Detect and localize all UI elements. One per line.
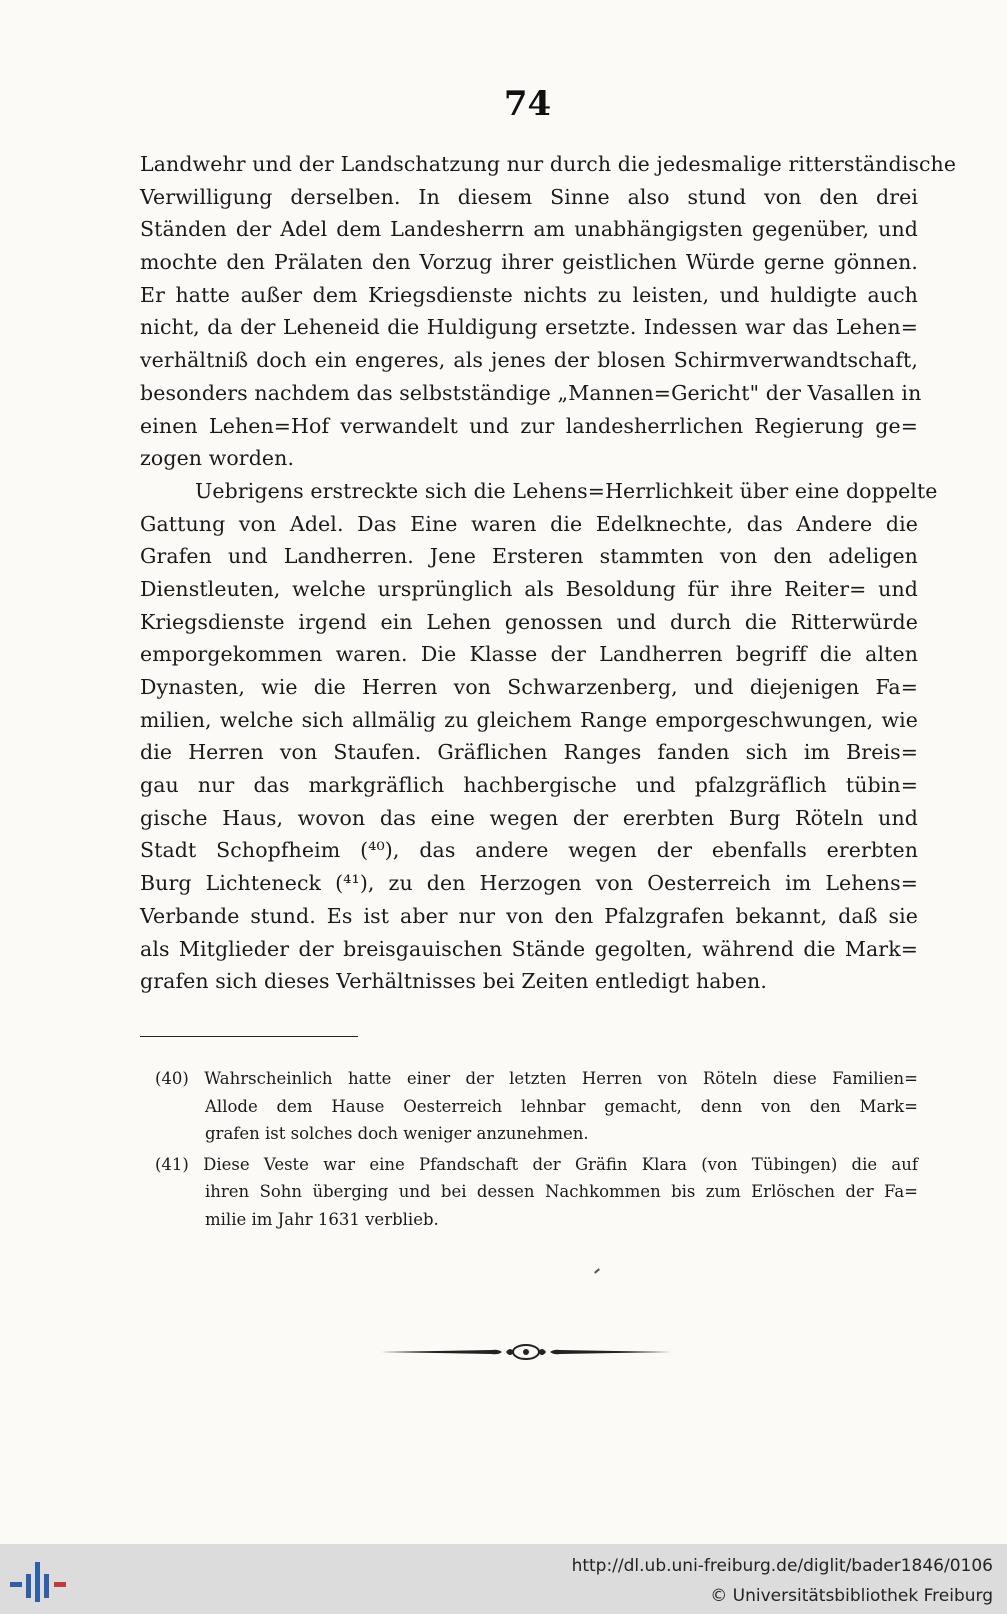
body-line: Verbande stund. Es ist aber nur von den Pfalzgrafen bekannt, daß sie	[140, 903, 918, 928]
body-line: Burg Lichteneck (⁴¹), zu den Herzogen von Oesterreich im Lehens=	[140, 871, 918, 896]
body-line: Er hatte außer dem Kriegsdienste nichts zu leisten, und huldigte auch	[140, 282, 918, 307]
body-line: Dynasten, wie die Herren von Schwarzenberg, und diejenigen Fa=	[140, 675, 918, 699]
body-line: einen Lehen=Hof verwandelt und zur landesherrlichen Regierung ge=	[140, 413, 918, 438]
footnote-line: (40) Wahrscheinlich hatte einer der letzten Herren von Röteln diese Familien=	[155, 1069, 918, 1088]
footnote-line: grafen ist solches doch weniger anzunehmen.	[205, 1124, 589, 1143]
body-line: Stadt Schopfheim (⁴⁰), das andere wegen der ebenfalls ererbten	[140, 838, 918, 863]
body-line: mochte den Prälaten den Vorzug ihrer geistlichen Würde gerne gönnen.	[140, 250, 918, 275]
body-line: Kriegsdienste irgend ein Lehen genossen und durch die Ritterwürde	[140, 609, 918, 634]
body-line: Uebrigens erstreckte sich die Lehens=Herrlichkeit über eine doppelte	[195, 478, 938, 503]
footnote-41	[155, 1151, 918, 1234]
ub-freiburg-logo-icon	[8, 1552, 68, 1608]
print-speck	[594, 1268, 600, 1273]
footnote-separator	[140, 1036, 358, 1037]
viewer-footer	[0, 1544, 1007, 1614]
end-ornament-icon	[380, 1343, 672, 1361]
footnote-line: (41) Diese Veste war eine Pfandschaft der Gräfin Klara (von Tübingen) die auf	[155, 1154, 918, 1174]
footnote-line: milie im Jahr 1631 verblieb.	[205, 1209, 439, 1229]
body-line: Dienstleuten, welche ursprünglich als Besoldung für ihre Reiter= und	[140, 576, 918, 601]
footnotes	[155, 1065, 918, 1233]
footnote-line: Allode dem Hause Oesterreich lehnbar gemacht, denn von den Mark=	[205, 1096, 918, 1116]
body-line: Gattung von Adel. Das Eine waren die Edelknechte, das Andere die	[140, 511, 918, 536]
body-line: Grafen und Landherren. Jene Ersteren stammten von den adeligen	[140, 544, 918, 569]
body-line: grafen sich dieses Verhältnisses bei Zeiten entledigt haben.	[140, 969, 767, 994]
source-url-link[interactable]: http://dl.ub.uni-freiburg.de/diglit/bader1846/0106	[571, 1556, 993, 1576]
body-line: Ständen der Adel dem Landesherrn am unabhängigsten gegenüber, und	[140, 217, 918, 242]
page-number: 74	[503, 84, 552, 124]
body-line: als Mitglieder der breisgauischen Stände gegolten, während die Mark=	[140, 936, 918, 961]
body-line: Landwehr und der Landschatzung nur durch die jedesmalige ritterständische	[140, 152, 957, 176]
body-line: gau nur das markgräflich hachbergische und pfalzgräflich tübin=	[140, 773, 918, 798]
body-line: nicht, da der Leheneid die Huldigung ersetzte. Indessen war das Lehen=	[140, 315, 918, 340]
body-line: zogen worden.	[140, 446, 295, 471]
body-line: besonders nachdem das selbstständige „Mannen=Gericht" der Vasallen in	[140, 380, 922, 405]
body-line: verhältniß doch ein engeres, als jenes der blosen Schirmverwandtschaft,	[140, 348, 918, 373]
footnote-line: ihren Sohn überging und bei dessen Nachkommen bis zum Erlöschen der Fa=	[205, 1182, 918, 1201]
body-line: milien, welche sich allmälig zu gleichem Range emporgeschwungen, wie	[140, 707, 918, 732]
body-line: die Herren von Staufen. Gräflichen Ranges fanden sich im Breis=	[140, 740, 918, 765]
body-line: Verwilligung derselben. In diesem Sinne also stund von den drei	[140, 184, 918, 209]
copyright-notice: © Universitätsbibliothek Freiburg	[710, 1586, 993, 1606]
footnote-40	[155, 1065, 918, 1148]
body-line: emporgekommen waren. Die Klasse der Landherren begriff die alten	[140, 642, 918, 667]
body-line: gische Haus, wovon das eine wegen der ererbten Burg Röteln und	[140, 805, 918, 830]
body-text	[140, 148, 957, 998]
